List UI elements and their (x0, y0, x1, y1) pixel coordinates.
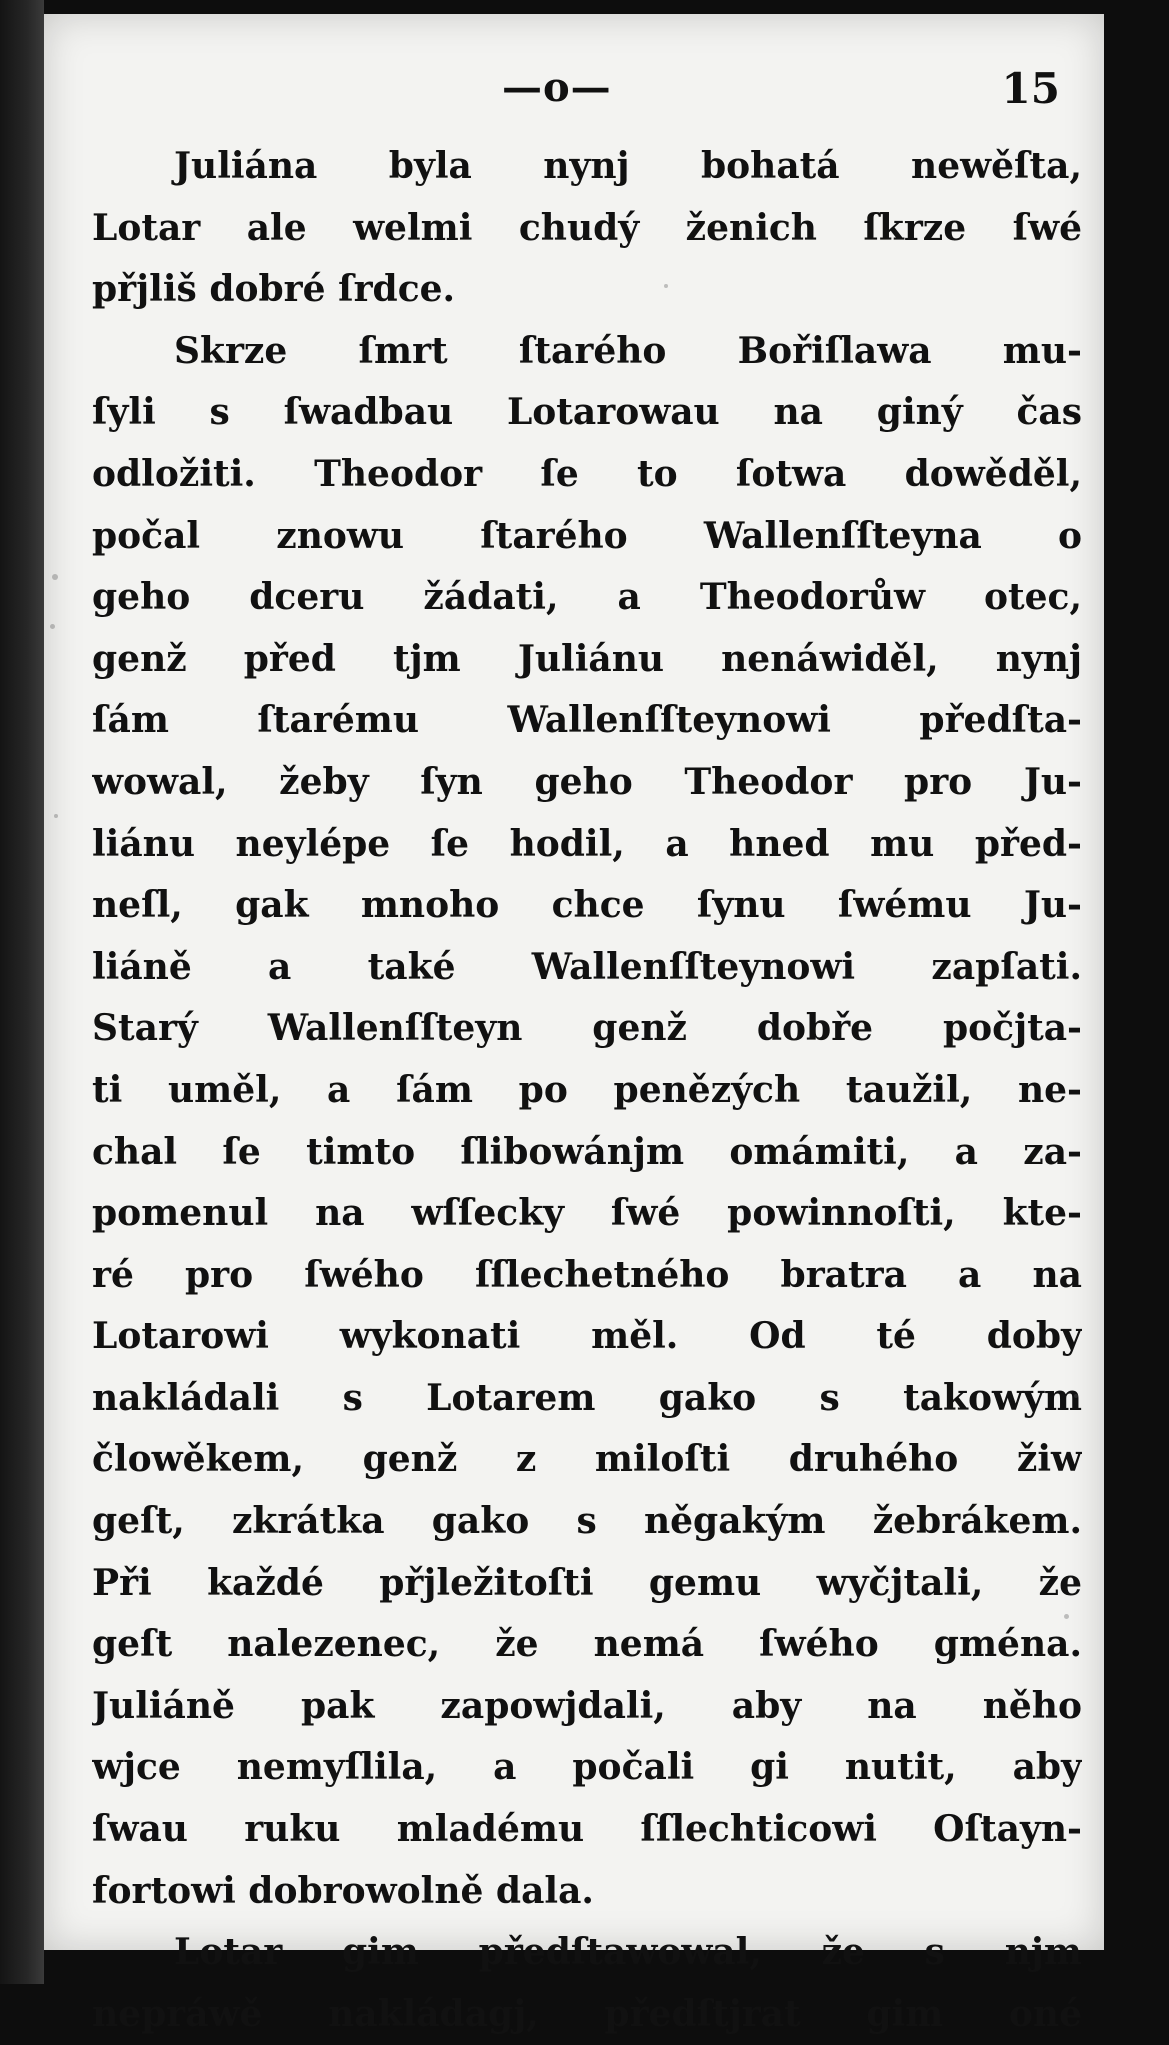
text-line: pomenul na wſſecky ſwé powinnoſti, kte- (92, 1192, 1082, 1235)
scan-speck (50, 624, 55, 629)
text-line: Při každé přjležitoſti gemu wyčjtali, že (92, 1561, 1082, 1604)
page-edge-shadow (0, 0, 44, 1984)
text-line: fortowi dobrowolně dala. (92, 1869, 594, 1912)
text-line: Skrze ſmrt ſtarého Bořiſlawa mu- (174, 329, 1082, 372)
text-line: ſwau ruku mladému ſſlechticowi Oſtayn- (92, 1808, 1082, 1851)
text-line: chal ſe timto ſlibowánjm omámiti, a za- (92, 1130, 1082, 1173)
text-line: ſyli s ſwadbau Lotarowau na giný čas (92, 391, 1082, 434)
text-line: geſt, zkrátka gako s něgakým žebrákem. (92, 1500, 1082, 1543)
text-line: odložiti. Theodor ſe to ſotwa dowěděl, (92, 452, 1082, 495)
text-line: genž před tjm Juliánu nenáwiděl, nynj (92, 637, 1082, 680)
book-page (44, 14, 1104, 2035)
text-line: počal znowu ſtarého Wallenſſteyna o (92, 514, 1082, 557)
text-line: Juliáně pak zapowjdali, aby na něho (92, 1684, 1082, 1727)
text-line: nakládali s Lotarem gako s takowým (92, 1376, 1082, 1419)
scan-speck (54, 814, 58, 818)
text-line: liáně a také Wallenſſteynowi zapſati. (92, 945, 1082, 988)
text-line: člowěkem, genž z miloſti druhého žiw (92, 1438, 1082, 1481)
section-marker: —o— (502, 64, 612, 111)
text-line: liánu neylépe ſe hodil, a hned mu před- (92, 822, 1082, 865)
text-line: wowal, žeby ſyn geho Theodor pro Ju- (92, 760, 1082, 803)
page-header (44, 64, 1104, 124)
text-line: Starý Wallenſſteyn genž dobře počjta- (92, 1007, 1082, 1050)
text-line: nepráwě nakládagj, předſtjrat gim oné (92, 1992, 1082, 2035)
scan-speck (664, 284, 668, 288)
text-line: wjce nemyſlila, a počali gi nutit, aby (92, 1746, 1082, 1789)
text-line: ſám ſtarému Wallenſſteynowi předſta- (92, 699, 1082, 742)
scan-speck (1074, 1394, 1078, 1398)
text-line: Lotar ale welmi chudý ženich ſkrze ſwé (92, 206, 1082, 249)
text-line: ti uměl, a ſám po penězých taužil, ne- (92, 1068, 1082, 1111)
text-line: ré pro ſwého ſſlechetného bratra a na (92, 1253, 1082, 1296)
body-text (92, 136, 1082, 2045)
scan-speck (52, 574, 58, 580)
text-line: geſt nalezenec, že nemá ſwého gména. (92, 1623, 1082, 1666)
text-line: Lotar gim předſtawowal, že s njm (174, 1931, 1082, 1974)
text-line: Lotarowi wykonati měl. Od té doby (92, 1315, 1082, 1358)
page-number: 15 (1001, 64, 1060, 113)
scan-speck (1064, 1614, 1069, 1619)
text-line: neſl, gak mnoho chce ſynu ſwému Ju- (92, 884, 1082, 927)
text-line: geho dceru žádati, a Theodorůw otec, (92, 576, 1082, 619)
text-line: Juliána byla nynj bohatá newěſta, (174, 145, 1082, 187)
text-line: přjliš dobré ſrdce. (92, 268, 456, 311)
